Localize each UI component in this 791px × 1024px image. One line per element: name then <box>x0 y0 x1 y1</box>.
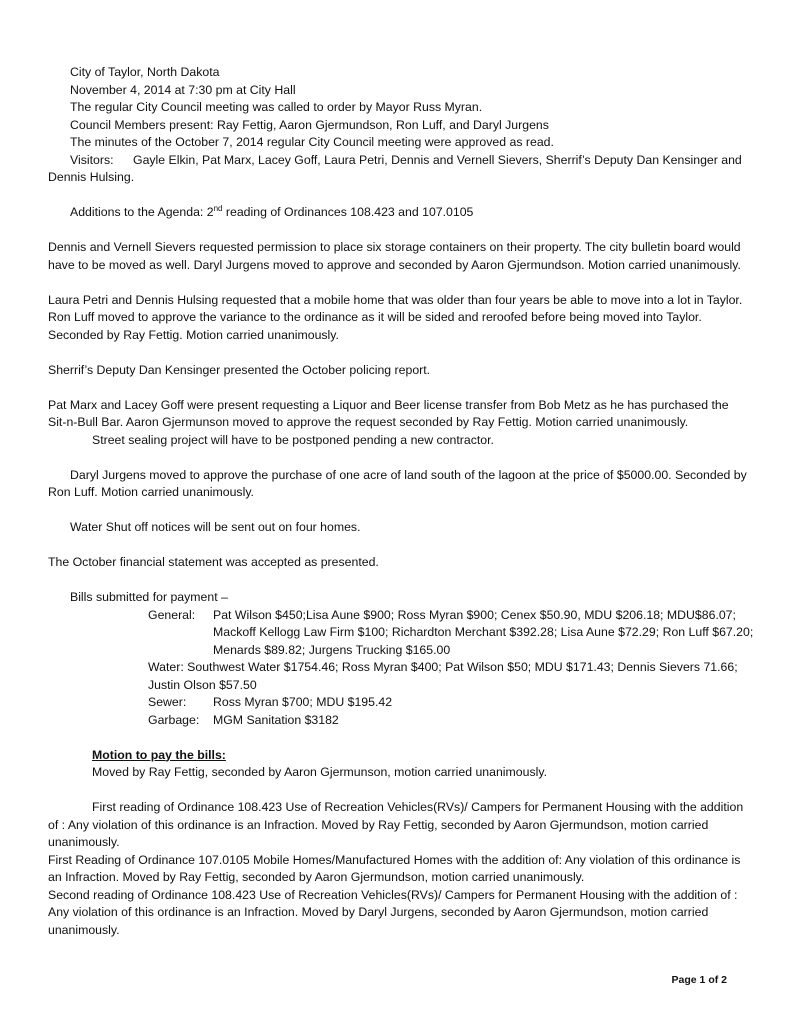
meeting-datetime: November 4, 2014 at 7:30 pm at City Hall <box>70 82 296 97</box>
visitors-text: Gayle Elkin, Pat Marx, Lacey Goff, Laura Petri, Dennis and Vernell Sievers, Sherrif’s Deputy Dan Kensinger and Dennis Hulsing. <box>48 152 742 184</box>
page-number: Page 1 of 2 <box>671 974 727 986</box>
city-title: City of Taylor, North Dakota <box>70 65 220 79</box>
bills-sewer-items: Ross Myran $700; MDU $195.42 <box>213 695 393 709</box>
paragraph-policing: Sherrif’s Deputy Dan Kensinger presented the October policing report. <box>48 362 431 377</box>
paragraph-sievers: Dennis and Vernell Sievers requested permission to place six storage containers on their property. The city bulletin board would have to be moved as well. Daryl Jurgens moved to approve and seconded by Aaron Gjermundson. Motion carried unanimously. <box>48 240 741 272</box>
bills-garbage-items: MGM Sanitation $3182 <box>213 712 339 727</box>
bills-list <box>48 607 768 730</box>
visitors-line <box>48 152 748 187</box>
agenda-additions: Additions to the Agenda: 2nd reading of Ordinances 108.423 and 107.0105 <box>70 203 474 219</box>
visitors-label: Visitors: <box>70 152 114 167</box>
motion-heading: Motion to pay the bills: <box>92 747 226 762</box>
bills-general-items: Pat Wilson $450;Lisa Aune $900; Ross Myran $900; Cenex $50.90, MDU $206.18; MDU$86.07; Mackoff Kellogg Law Firm $100; Richardton Merchant $392.28; Lisa Aune $72.29; Ron Luff $67.20; Menards $89.82; Jurgens Trucking $165.00 <box>213 607 754 657</box>
call-to-order: The regular City Council meeting was called to order by Mayor Russ Myran. <box>70 100 483 114</box>
bills-general-label: General: <box>148 607 196 622</box>
paragraph-street-sealing: Street sealing project will have to be postponed pending a new contractor. <box>92 432 494 447</box>
bills-garbage <box>148 712 768 730</box>
paragraph-water-shutoff: Water Shut off notices will be sent out on four homes. <box>70 520 361 534</box>
document-page <box>48 64 754 939</box>
bills-sewer-label: Sewer: <box>148 695 187 709</box>
bills-general <box>148 607 768 660</box>
bills-garbage-label: Garbage: <box>148 712 200 727</box>
ordinance-first-reading-108: First reading of Ordinance 108.423 Use of Recreation Vehicles(RVs)/ Campers for Permanent Housing with the addition of : Any violation of this ordinance is an Infraction. Moved by Ray Fettig, seconded by Aaron Gjermundson, motion carried unanimously. <box>48 800 744 849</box>
paragraph-petri: Laura Petri and Dennis Hulsing requested that a mobile home that was older than four years be able to move into a lot in Taylor. Ron Luff moved to approve the variance to the ordinance as it will be sided and reroofed before being moved into Taylor. Seconded by Ray Fettig. Motion carried unanimously. <box>48 292 743 342</box>
minutes-approval: The minutes of the October 7, 2014 regular City Council meeting were approved as read. <box>70 135 554 149</box>
paragraph-liquor-license: Pat Marx and Lacey Goff were present requesting a Liquor and Beer license transfer from Bob Metz as he has purchased the Sit-n-Bull Bar. Aaron Gjermunson moved to approve the request seconded by Ray Fettig. Motion carried unanimously. <box>48 397 729 429</box>
ordinance-first-reading-107: First Reading of Ordinance 107.0105 Mobile Homes/Manufactured Homes with the addition of: Any violation of this ordinance is an Infraction. Moved by Ray Fettig, seconded by Aaron Gjermundson, motion carried unanimously. <box>48 852 741 884</box>
bills-water: Water: Southwest Water $1754.46; Ross Myran $400; Pat Wilson $50; MDU $171.43; Dennis Sievers 71.66; Justin Olson $57.50 <box>148 660 738 692</box>
bills-title: Bills submitted for payment – <box>70 590 228 604</box>
ordinance-second-reading-108: Second reading of Ordinance 108.423 Use of Recreation Vehicles(RVs)/ Campers for Permanent Housing with the addition of : Any violation of this ordinance is an Infraction. Moved by Daryl Jurgens, seconded by Aaron Gjermundson, motion carried unanimously. <box>48 887 738 937</box>
paragraph-financial-statement: The October financial statement was accepted as presented. <box>48 555 379 569</box>
paragraph-land-purchase: Daryl Jurgens moved to approve the purchase of one acre of land south of the lagoon at the price of $5000.00. Seconded by Ron Luff. Motion carried unanimously. <box>48 467 747 499</box>
motion-text: Moved by Ray Fettig, seconded by Aaron Gjermunson, motion carried unanimously. <box>92 765 547 779</box>
council-members-present: Council Members present: Ray Fettig, Aaron Gjermundson, Ron Luff, and Daryl Jurgens <box>70 117 549 132</box>
bills-sewer <box>148 694 768 712</box>
